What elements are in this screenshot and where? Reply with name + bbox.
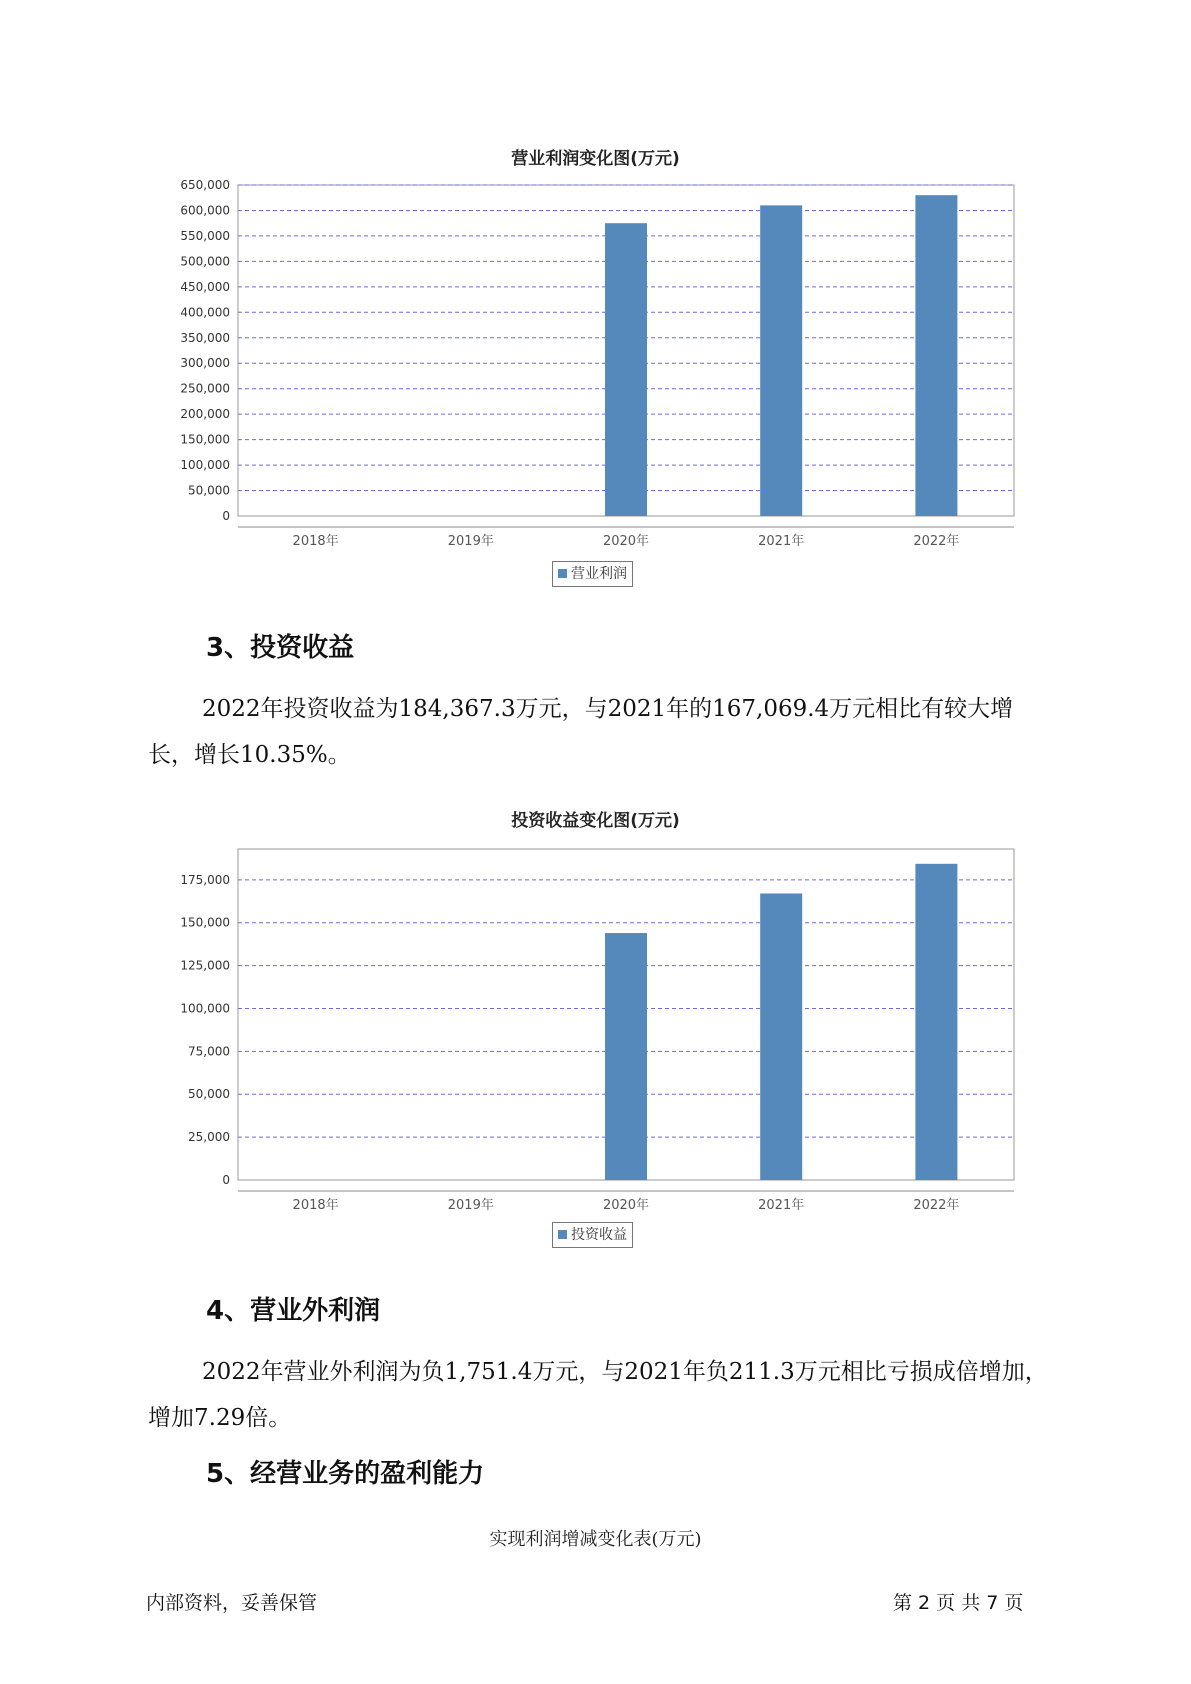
table-caption: 实现利润增减变化表(万元) [489,1529,702,1550]
x-tick-label: 2019年 [447,1198,494,1213]
legend-label: 投资收益 [571,1227,627,1243]
legend-swatch [558,1230,567,1239]
x-tick-label: 2019年 [447,534,494,549]
x-tick-label: 2018年 [292,1198,339,1213]
y-tick-label: 100,000 [180,1001,230,1016]
bar-2020年 [605,933,647,1180]
paragraph-text: 2022年营业外利润为负1,751.4万元，与2021年负211.3万元相比亏损成倍增加，增加7.29倍。 [148,1359,1048,1431]
x-tick-label: 2020年 [602,534,650,549]
y-tick-label: 150,000 [180,915,230,930]
y-tick-label: 250,000 [180,381,230,396]
y-tick-label: 400,000 [180,305,230,320]
y-tick-label: 175,000 [180,872,230,887]
section-heading-business-profitability: 5、经营业务的盈利能力 [206,1459,485,1489]
x-tick-label: 2021年 [758,534,805,549]
y-tick-label: 150,000 [180,432,230,447]
bar-2022年 [915,864,957,1180]
y-tick-label: 300,000 [180,356,230,371]
footer-confidential-note: 内部资料，妥善保管 [146,1592,318,1614]
x-tick-label: 2020年 [602,1198,650,1213]
footer-page-number: 第 2 页 共 7 页 [893,1592,1024,1614]
y-tick-label: 200,000 [180,407,230,422]
paragraph-text: 2022年投资收益为184,367.3万元，与2021年的167,069.4万元相比有较大增长，增长10.35%。 [148,696,1014,768]
y-tick-label: 450,000 [180,279,230,294]
paragraph-non-operating-profit [148,1349,1048,1441]
x-tick-label: 2022年 [913,534,960,549]
x-tick-label: 2021年 [758,1198,805,1213]
y-tick-label: 550,000 [180,228,230,243]
y-tick-label: 600,000 [180,203,230,218]
chart-title-investment-income: 投资收益变化图(万元) [511,811,680,831]
y-tick-label: 125,000 [180,958,230,973]
y-tick-label: 25,000 [188,1130,230,1145]
y-tick-label: 50,000 [188,483,230,498]
legend-investment-income [552,1222,633,1248]
x-tick-label: 2022年 [913,1198,960,1213]
y-tick-label: 350,000 [180,330,230,345]
y-tick-label: 50,000 [188,1087,230,1102]
y-tick-label: 100,000 [180,458,230,473]
y-tick-label: 0 [222,509,230,523]
x-tick-label: 2018年 [292,534,339,549]
y-tick-label: 650,000 [180,178,230,192]
bar-2021年 [760,893,802,1180]
y-tick-label: 0 [222,1173,230,1187]
section-heading-investment-income: 3、投资收益 [206,633,355,663]
legend-label: 营业利润 [571,566,627,582]
y-tick-label: 500,000 [180,254,230,269]
y-tick-label: 75,000 [188,1044,230,1059]
chart-title-operating-profit: 营业利润变化图(万元) [511,149,680,169]
section-heading-non-operating-profit: 4、营业外利润 [206,1296,381,1326]
